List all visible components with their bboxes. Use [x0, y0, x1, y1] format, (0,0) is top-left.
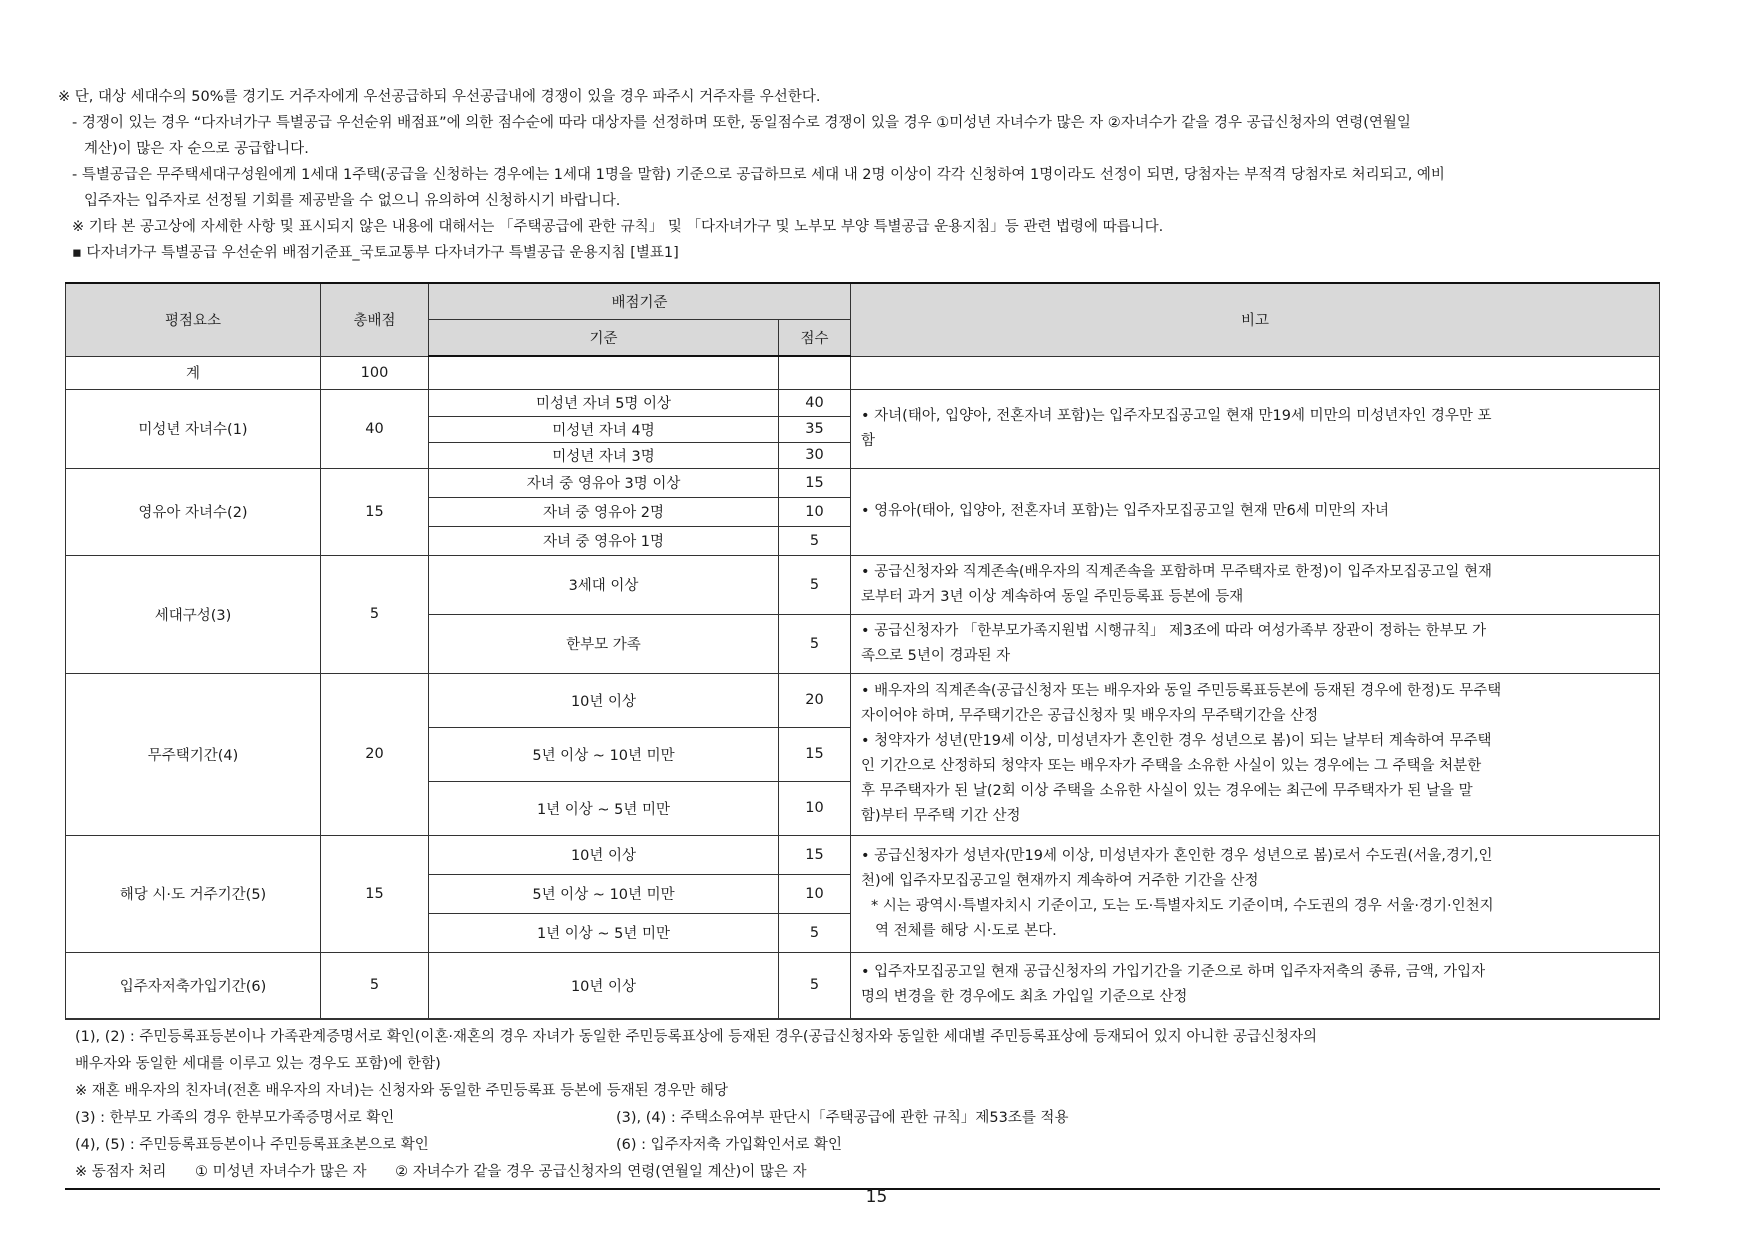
- notice-line: - 특별공급은 무주택세대구성원에게 1세대 1주택(공급을 신청하는 경우에는 1세대 1명을 말함) 기준으로 공급하므로 세대 내 2명 이상이 각각 신청하여 1명이라도 선정이 되면, 당첨자는 부적격 당첨자로 처리되고, 예비: [72, 167, 1445, 183]
- criteria-cell: 1년 이상 ~ 5년 미만: [429, 913, 779, 952]
- remark-line: 인 기간으로 산정하되 청약자 또는 배우자가 주택을 소유한 사실이 있는 경우에는 그 주택을 처분한: [861, 758, 1482, 774]
- remark-cell: [851, 468, 1660, 555]
- score-cell: 10: [779, 781, 851, 835]
- remark-line: 자이어야 하며, 무주택기간은 공급신청자 및 배우자의 무주택기간을 산정: [861, 708, 1319, 724]
- remark-line: • 공급신청자가 「한부모가족지원법 시행규칙」 제3조에 따라 여성가족부 장관이 정하는 한부모 가: [861, 622, 1487, 639]
- criteria-cell: 자녀 중 영유아 3명 이상: [429, 468, 779, 497]
- score-cell: 35: [779, 416, 851, 442]
- table-caption: ▪ 다자녀가구 특별공급 우선순위 배점기준표_국토교통부 다자녀가구 특별공급 운용지침 [별표1]: [72, 245, 679, 261]
- score-cell: 15: [779, 468, 851, 497]
- remark-line: 함)부터 무주택 기간 산정: [861, 808, 1021, 824]
- empty-cell: [779, 356, 851, 389]
- footnote-row: [75, 1132, 1650, 1159]
- tie-rule-2: ② 자녀수가 같을 경우 공급신청자의 연령(연월일 계산)이 많은 자: [395, 1163, 807, 1180]
- item-cell: 세대구성(3): [66, 555, 321, 673]
- remark-cell: [851, 389, 1660, 468]
- remark-line: 역 전체를 해당 시·도로 본다.: [875, 922, 1057, 939]
- remark-line: • 영유아(태아, 입양아, 전혼자녀 포함)는 입주자모집공고일 현재 만6세 미만의 자녀: [861, 503, 1390, 519]
- criteria-cell: 자녀 중 영유아 1명: [429, 526, 779, 555]
- score-cell: 5: [779, 913, 851, 952]
- score-cell: 10: [779, 497, 851, 526]
- footnote: (3), (4) : 주택소유여부 판단시「주택공급에 관한 규칙」제53조를 적용: [616, 1109, 1069, 1126]
- criteria-cell: 10년 이상: [429, 952, 779, 1018]
- score-cell: 5: [779, 526, 851, 555]
- remark-cell: [851, 555, 1660, 614]
- header-remark: 비고: [851, 283, 1660, 356]
- remark-cell: [851, 835, 1660, 952]
- notice-line: 계산)이 많은 자 순으로 공급합니다.: [84, 141, 309, 157]
- criteria-cell: 10년 이상: [429, 835, 779, 874]
- item-cell: 무주택기간(4): [66, 673, 321, 835]
- notice-line: 입주자는 입주자로 선정될 기회를 제공받을 수 없으니 유의하여 신청하시기 바랍니다.: [84, 193, 621, 209]
- notice-line: ※ 기타 본 공고상에 자세한 사항 및 표시되지 않은 내용에 대해서는 「주택공급에 관한 규칙」 및 「다자녀가구 및 노부모 부양 특별공급 운용지침」등 관련 법령에 따릅니다.: [72, 219, 1164, 235]
- criteria-cell: 5년 이상 ~ 10년 미만: [429, 874, 779, 913]
- page-number: 15: [865, 1187, 888, 1207]
- remark-line: 명의 변경을 한 경우에도 최초 가입일 기준으로 산정: [861, 989, 1188, 1005]
- header-total: 총배점: [321, 283, 429, 356]
- footnote: (6) : 입주자저축 가입확인서로 확인: [616, 1136, 842, 1153]
- notice-text: [58, 84, 1698, 266]
- criteria-cell: 자녀 중 영유아 2명: [429, 497, 779, 526]
- footnote: (3) : 한부모 가족의 경우 한부모가족증명서로 확인: [75, 1109, 395, 1126]
- criteria-cell: 미성년 자녀 3명: [429, 442, 779, 468]
- remark-line: • 자녀(태아, 입양아, 전혼자녀 포함)는 입주자모집공고일 현재 만19세 미만의 미성년자인 경우만 포: [861, 407, 1492, 424]
- remark-line: • 배우자의 직계존속(공급신청자 또는 배우자와 동일 주민등록표등본에 등재된 경우에 한정)도 무주택: [861, 683, 1502, 699]
- footnote: ※ 재혼 배우자의 친자녀(전혼 배우자의 자녀)는 신청자와 동일한 주민등록표 등본에 등재된 경우만 해당: [75, 1082, 729, 1099]
- total-cell: 40: [321, 389, 429, 468]
- sum-label: 계: [66, 356, 321, 389]
- total-cell: 15: [321, 835, 429, 952]
- footnote-row: [75, 1105, 1650, 1132]
- score-cell: 5: [779, 555, 851, 614]
- empty-cell: [851, 356, 1660, 389]
- total-cell: 5: [321, 555, 429, 673]
- empty-cell: [429, 356, 779, 389]
- header-criteria: 기준: [429, 320, 779, 357]
- remark-line: * 시는 광역시·특별자치시 기준이고, 도는 도·특별자치도 기준이며, 수도권의 경우 서울·경기·인천지: [871, 897, 1494, 914]
- item-cell: 해당 시·도 거주기간(5): [66, 835, 321, 952]
- remark-line: 후 무주택자가 된 날(2회 이상 주택을 소유한 사실이 있는 경우에는 최근에 무주택자가 된 날을 말: [861, 783, 1473, 799]
- remark-line: 천)에 입주자모집공고일 현재까지 계속하여 거주한 기간을 산정: [861, 872, 1259, 889]
- criteria-cell: 3세대 이상: [429, 555, 779, 614]
- score-cell: 15: [779, 727, 851, 781]
- footnote: 배우자와 동일한 세대를 이루고 있는 경우도 포함)에 한함): [75, 1055, 441, 1072]
- item-cell: 영유아 자녀수(2): [66, 468, 321, 555]
- criteria-cell: 미성년 자녀 5명 이상: [429, 389, 779, 416]
- tie-rule-1: ① 미성년 자녀수가 많은 자: [195, 1163, 367, 1180]
- score-cell: 30: [779, 442, 851, 468]
- total-cell: 5: [321, 952, 429, 1018]
- score-cell: 20: [779, 673, 851, 727]
- criteria-cell: 10년 이상: [429, 673, 779, 727]
- score-table-wrapper: [65, 282, 1660, 1190]
- remark-line: • 공급신청자와 직계존속(배우자의 직계존속을 포함하며 무주택자로 한정)이 입주자모집공고일 현재: [861, 563, 1493, 580]
- footnote: (4), (5) : 주민등록표등본이나 주민등록표초본으로 확인: [75, 1136, 429, 1153]
- tie-label: ※ 동점자 처리: [75, 1163, 167, 1180]
- remark-line: • 청약자가 성년(만19세 이상, 미성년자가 혼인한 경우 성년으로 봄)이 되는 날부터 계속하여 무주택: [861, 733, 1492, 749]
- sum-total: 100: [321, 356, 429, 389]
- remark-line: 함: [861, 432, 876, 449]
- header-score: 점수: [779, 320, 851, 357]
- footnote: (1), (2) : 주민등록표등본이나 가족관계증명서로 확인(이혼·재혼의 경우 자녀가 동일한 주민등록표상에 등재된 경우(공급신청자와 동일한 세대별 주민등록표상에 등재되어 있지 아니한 공급신청자의: [75, 1028, 1317, 1045]
- header-item: 평점요소: [66, 283, 321, 356]
- notice-line: - 경쟁이 있는 경우 “다자녀가구 특별공급 우선순위 배점표”에 의한 점수순에 따라 대상자를 선정하며 또한, 동일점수로 경쟁이 있을 경우 ①미성년 자녀수가 많은 자 ②자녀수가 같을 경우 공급신청자의 연령(연월일: [72, 115, 1411, 131]
- remark-line: • 공급신청자가 성년자(만19세 이상, 미성년자가 혼인한 경우 성년으로 봄)로서 수도권(서울,경기,인: [861, 847, 1493, 864]
- score-cell: 10: [779, 874, 851, 913]
- score-cell: 15: [779, 835, 851, 874]
- remark-cell: [851, 952, 1660, 1018]
- remark-cell: [851, 614, 1660, 673]
- item-cell: 미성년 자녀수(1): [66, 389, 321, 468]
- criteria-cell: 한부모 가족: [429, 614, 779, 673]
- notice-line: ※ 단, 대상 세대수의 50%를 경기도 거주자에게 우선공급하되 우선공급내에 경쟁이 있을 경우 파주시 거주자를 우선한다.: [58, 89, 821, 105]
- remark-cell: [851, 673, 1660, 835]
- remark-line: 로부터 과거 3년 이상 계속하여 동일 주민등록표 등본에 등재: [861, 588, 1244, 605]
- criteria-cell: 5년 이상 ~ 10년 미만: [429, 727, 779, 781]
- remark-line: • 입주자모집공고일 현재 공급신청자의 가입기간을 기준으로 하며 입주자저축의 종류, 금액, 가입자: [861, 964, 1486, 980]
- item-cell: 입주자저축가입기간(6): [66, 952, 321, 1018]
- total-cell: 20: [321, 673, 429, 835]
- score-cell: 40: [779, 389, 851, 416]
- remark-line: 족으로 5년이 경과된 자: [861, 647, 1011, 664]
- header-criteria-group: 배점기준: [429, 283, 851, 320]
- tie-break-rule: [75, 1159, 1650, 1186]
- score-table: [65, 282, 1660, 1019]
- score-cell: 5: [779, 952, 851, 1018]
- table-footnotes: [65, 1019, 1660, 1190]
- score-cell: 5: [779, 614, 851, 673]
- total-cell: 15: [321, 468, 429, 555]
- criteria-cell: 1년 이상 ~ 5년 미만: [429, 781, 779, 835]
- criteria-cell: 미성년 자녀 4명: [429, 416, 779, 442]
